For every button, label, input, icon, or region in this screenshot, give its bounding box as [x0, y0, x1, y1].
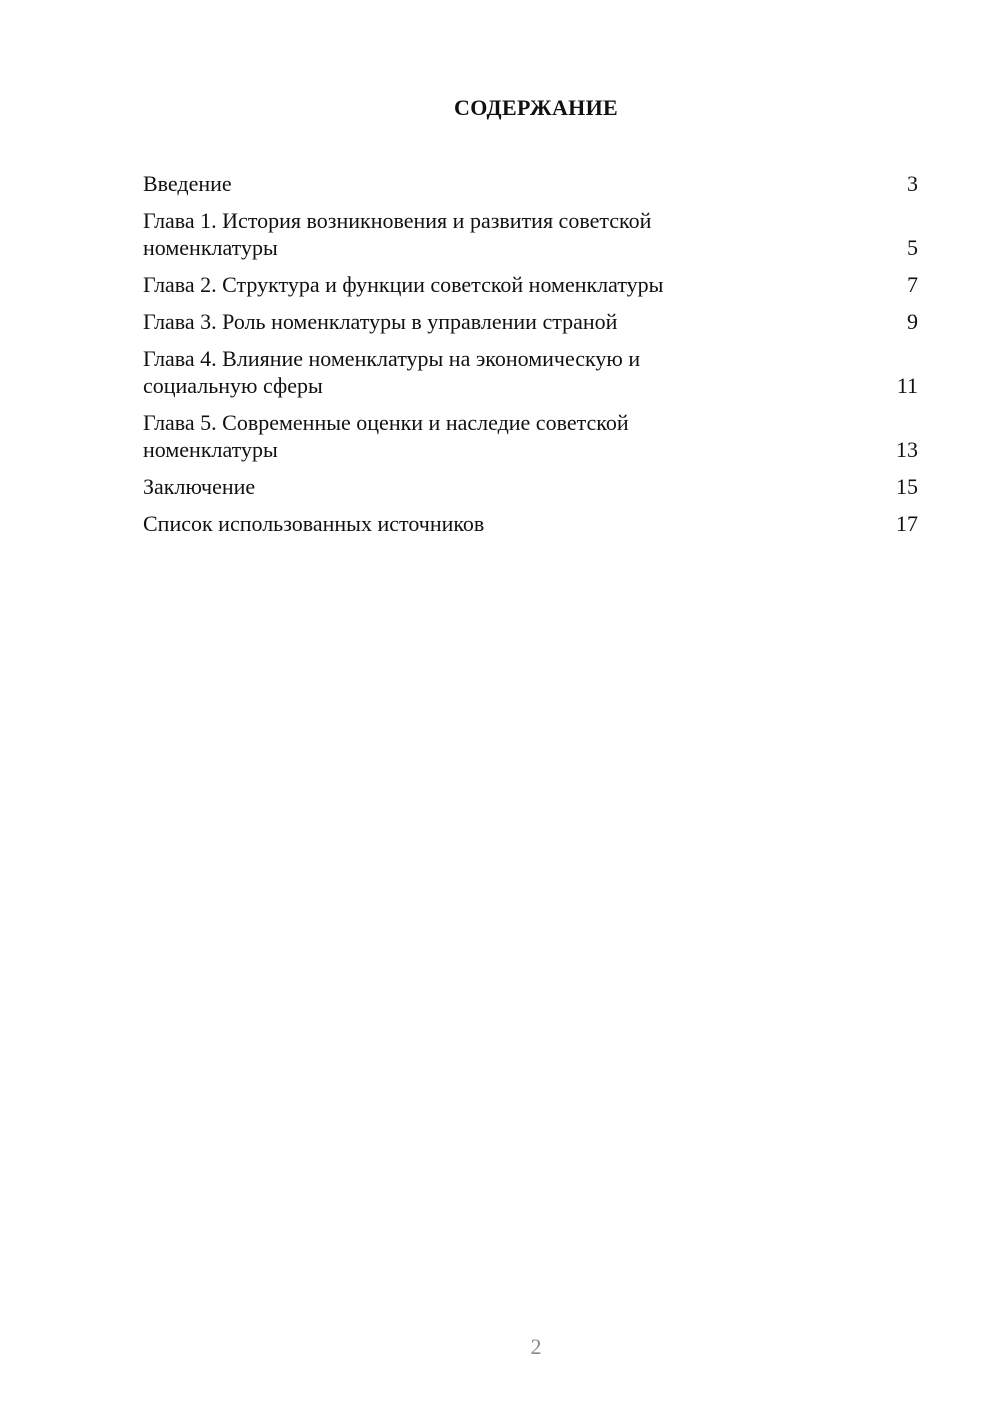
toc-entry-chapter-2 — [143, 271, 918, 298]
page-title: СОДЕРЖАНИЕ — [454, 95, 618, 120]
toc-entry-introduction — [143, 170, 918, 197]
toc-entry-page: 13 — [896, 437, 918, 462]
toc-entry-page: 5 — [907, 235, 918, 260]
toc-entry-chapter-1 — [143, 207, 918, 261]
page-number: 2 — [530, 1334, 542, 1359]
toc-entry-page: 9 — [907, 309, 918, 334]
toc-entry-references — [143, 510, 918, 537]
toc-entry-page: 15 — [896, 474, 918, 499]
toc-entry-chapter-3 — [143, 308, 918, 335]
toc-entry-page: 11 — [896, 373, 918, 398]
toc-entry-label: Глава 5. Современные оценки и наследие советской номенклатуры — [143, 410, 629, 462]
toc-entry-label: Глава 3. Роль номенклатуры в управлении страной — [143, 309, 618, 334]
toc-entry-page: 3 — [907, 171, 918, 196]
table-of-contents — [143, 170, 918, 547]
toc-entry-label: Глава 4. Влияние номенклатуры на экономическую и социальную сферы — [143, 346, 641, 398]
toc-entry-label: Заключение — [143, 474, 256, 499]
toc-entry-page: 17 — [896, 511, 918, 536]
toc-entry-label: Глава 1. История возникновения и развития советской номенклатуры — [143, 208, 652, 260]
toc-entry-chapter-4 — [143, 345, 918, 399]
toc-entry-label: Список использованных источников — [143, 511, 485, 536]
toc-entry-label: Глава 2. Структура и функции советской номенклатуры — [143, 272, 664, 297]
toc-entry-chapter-5 — [143, 409, 918, 463]
toc-entry-page: 7 — [907, 272, 918, 297]
toc-entry-conclusion — [143, 473, 918, 500]
toc-entry-label: Введение — [143, 171, 232, 196]
